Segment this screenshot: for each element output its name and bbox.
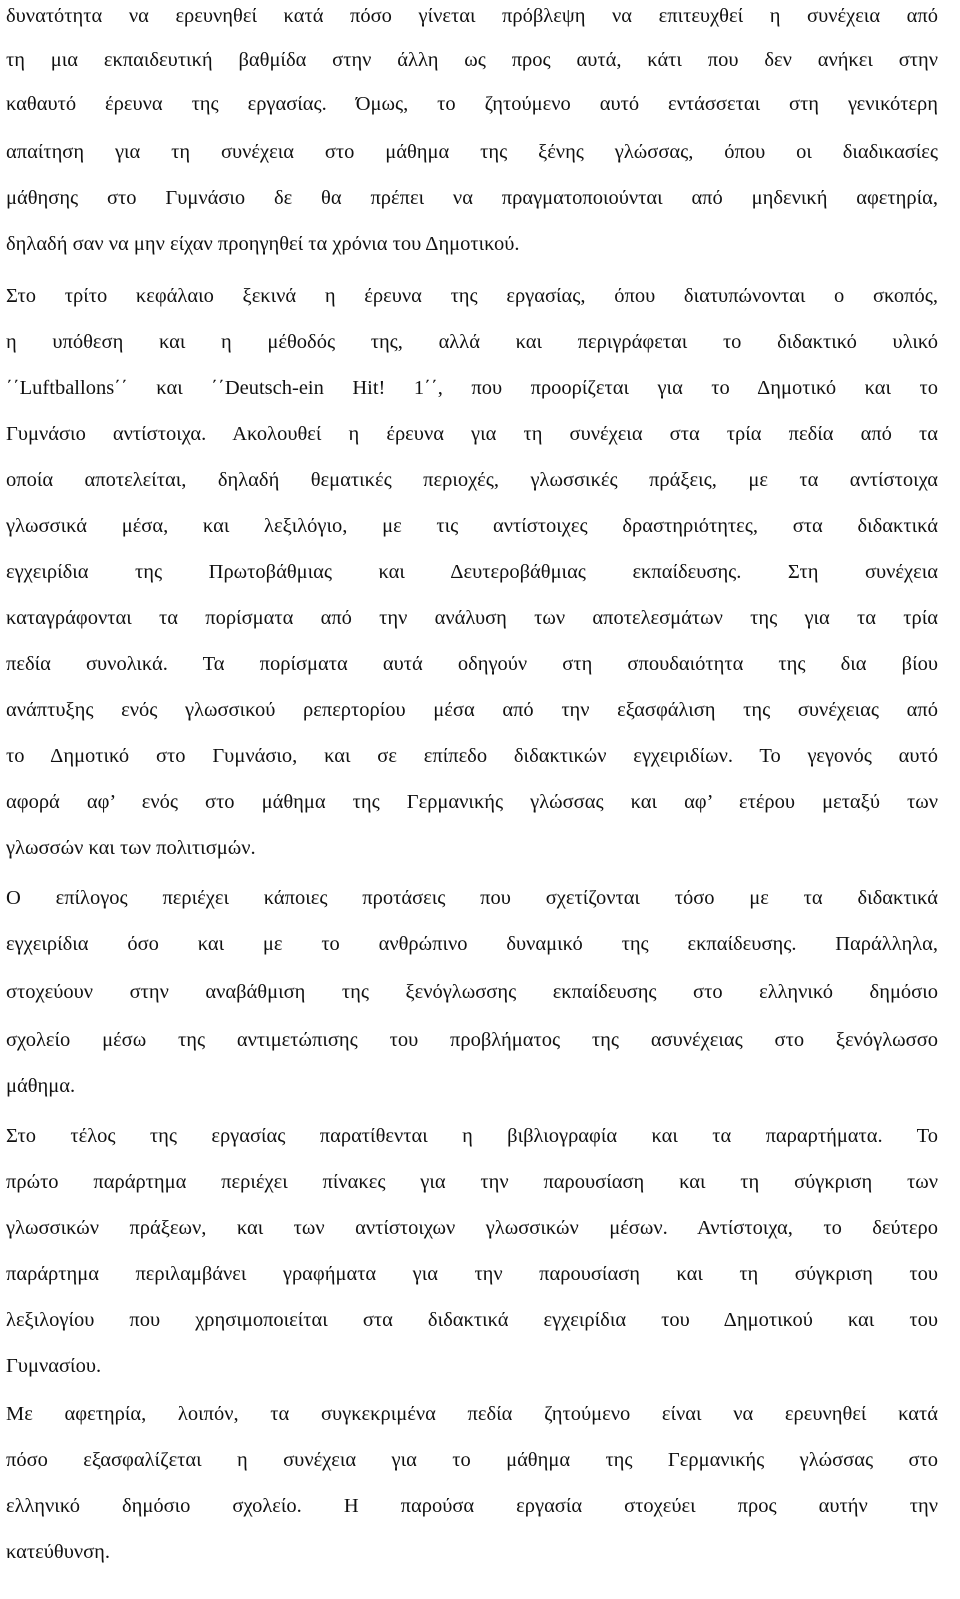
text-line: τη μια εκπαιδευτική βαθμίδα στην άλλη ως προς αυτά, κάτι που δεν ανήκει στην xyxy=(6,49,938,71)
text-line: καθαυτό έρευνα της εργασίας. Όμως, το ζητούμενο αυτό εντάσσεται στη γενικότερη xyxy=(6,93,938,115)
text-line: η υπόθεση και η μέθοδός της, αλλά και περιγράφεται το διδακτικό υλικό xyxy=(6,331,938,353)
text-line: πεδία συνολικά. Τα πορίσματα αυτά οδηγούν στη σπουδαιότητα της δια βίου xyxy=(6,653,938,675)
text-line: ελληνικό δημόσιο σχολείο. Η παρούσα εργασία στοχεύει προς αυτήν την xyxy=(6,1495,938,1517)
text-line: καταγράφονται τα πορίσματα από την ανάλυση των αποτελεσμάτων της για τα τρία xyxy=(6,607,938,629)
text-line: γλωσσικά μέσα, και λεξιλόγιο, με τις αντίστοιχες δραστηριότητες, στα διδακτικά xyxy=(6,515,938,537)
text-line: ΄΄Luftballons΄΄ και ΄΄Deutsch-ein Hit! 1΄΄, που προορίζεται για το Δημοτικό και το xyxy=(6,377,938,399)
text-line: σχολείο μέσω της αντιμετώπισης του προβλήματος της ασυνέχειας στο ξενόγλωσσο xyxy=(6,1029,938,1051)
text-line: λεξιλογίου που χρησιμοποιείται στα διδακτικά εγχειρίδια του Δημοτικού και του xyxy=(6,1309,938,1331)
text-line: δυνατότητα να ερευνηθεί κατά πόσο γίνεται πρόβλεψη να επιτευχθεί η συνέχεια από xyxy=(6,5,938,27)
text-line: απαίτηση για τη συνέχεια στο μάθημα της ξένης γλώσσας, όπου οι διαδικασίες xyxy=(6,141,938,163)
text-line: παράρτημα περιλαμβάνει γραφήματα για την παρουσίαση και τη σύγκριση του xyxy=(6,1263,938,1285)
text-line: αφορά αφ’ ενός στο μάθημα της Γερμανικής γλώσσας και αφ’ ετέρου μεταξύ των xyxy=(6,791,938,813)
text-line: οποία αποτελείται, δηλαδή θεματικές περιοχές, γλωσσικές πράξεις, με τα αντίστοιχα xyxy=(6,469,938,491)
text-line: κατεύθυνση. xyxy=(6,1541,111,1563)
text-line: πρώτο παράρτημα περιέχει πίνακες για την παρουσίαση και τη σύγκριση των xyxy=(6,1171,938,1193)
text-line: στοχεύουν στην αναβάθμιση της ξενόγλωσσης εκπαίδευσης στο ελληνικό δημόσιο xyxy=(6,981,938,1003)
text-line: ανάπτυξης ενός γλωσσικού ρεπερτορίου μέσα από την εξασφάλιση της συνέχειας από xyxy=(6,699,938,721)
text-line: Στο τέλος της εργασίας παρατίθενται η βιβλιογραφία και τα παραρτήματα. Το xyxy=(6,1125,938,1147)
text-line: Ο επίλογος περιέχει κάποιες προτάσεις που σχετίζονται τόσο με τα διδακτικά xyxy=(6,887,938,909)
text-line: γλωσσικών πράξεων, και των αντίστοιχων γλωσσικών μέσων. Αντίστοιχα, το δεύτερο xyxy=(6,1217,938,1239)
text-line: μάθημα. xyxy=(6,1075,76,1097)
text-line: πόσο εξασφαλίζεται η συνέχεια για το μάθημα της Γερμανικής γλώσσας στο xyxy=(6,1449,938,1471)
text-line: γλωσσών και των πολιτισμών. xyxy=(6,837,256,859)
text-line: Με αφετηρία, λοιπόν, τα συγκεκριμένα πεδία ζητούμενο είναι να ερευνηθεί κατά xyxy=(6,1403,938,1425)
text-line: μάθησης στο Γυμνάσιο δε θα πρέπει να πραγματοποιούνται από μηδενική αφετηρία, xyxy=(6,187,938,209)
text-line: δηλαδή σαν να μην είχαν προηγηθεί τα χρόνια του Δημοτικού. xyxy=(6,233,520,255)
text-line: εγχειρίδια όσο και με το ανθρώπινο δυναμικό της εκπαίδευσης. Παράλληλα, xyxy=(6,933,938,955)
text-line: Στο τρίτο κεφάλαιο ξεκινά η έρευνα της εργασίας, όπου διατυπώνονται ο σκοπός, xyxy=(6,285,938,307)
text-line: Γυμνάσιο αντίστοιχα. Ακολουθεί η έρευνα για τη συνέχεια στα τρία πεδία από τα xyxy=(6,423,938,445)
text-line: το Δημοτικό στο Γυμνάσιο, και σε επίπεδο διδακτικών εγχειριδίων. Το γεγονός αυτό xyxy=(6,745,938,767)
text-line: Γυμνασίου. xyxy=(6,1355,102,1377)
text-line: εγχειρίδια της Πρωτοβάθμιας και Δευτεροβάθμιας εκπαίδευσης. Στη συνέχεια xyxy=(6,561,938,583)
